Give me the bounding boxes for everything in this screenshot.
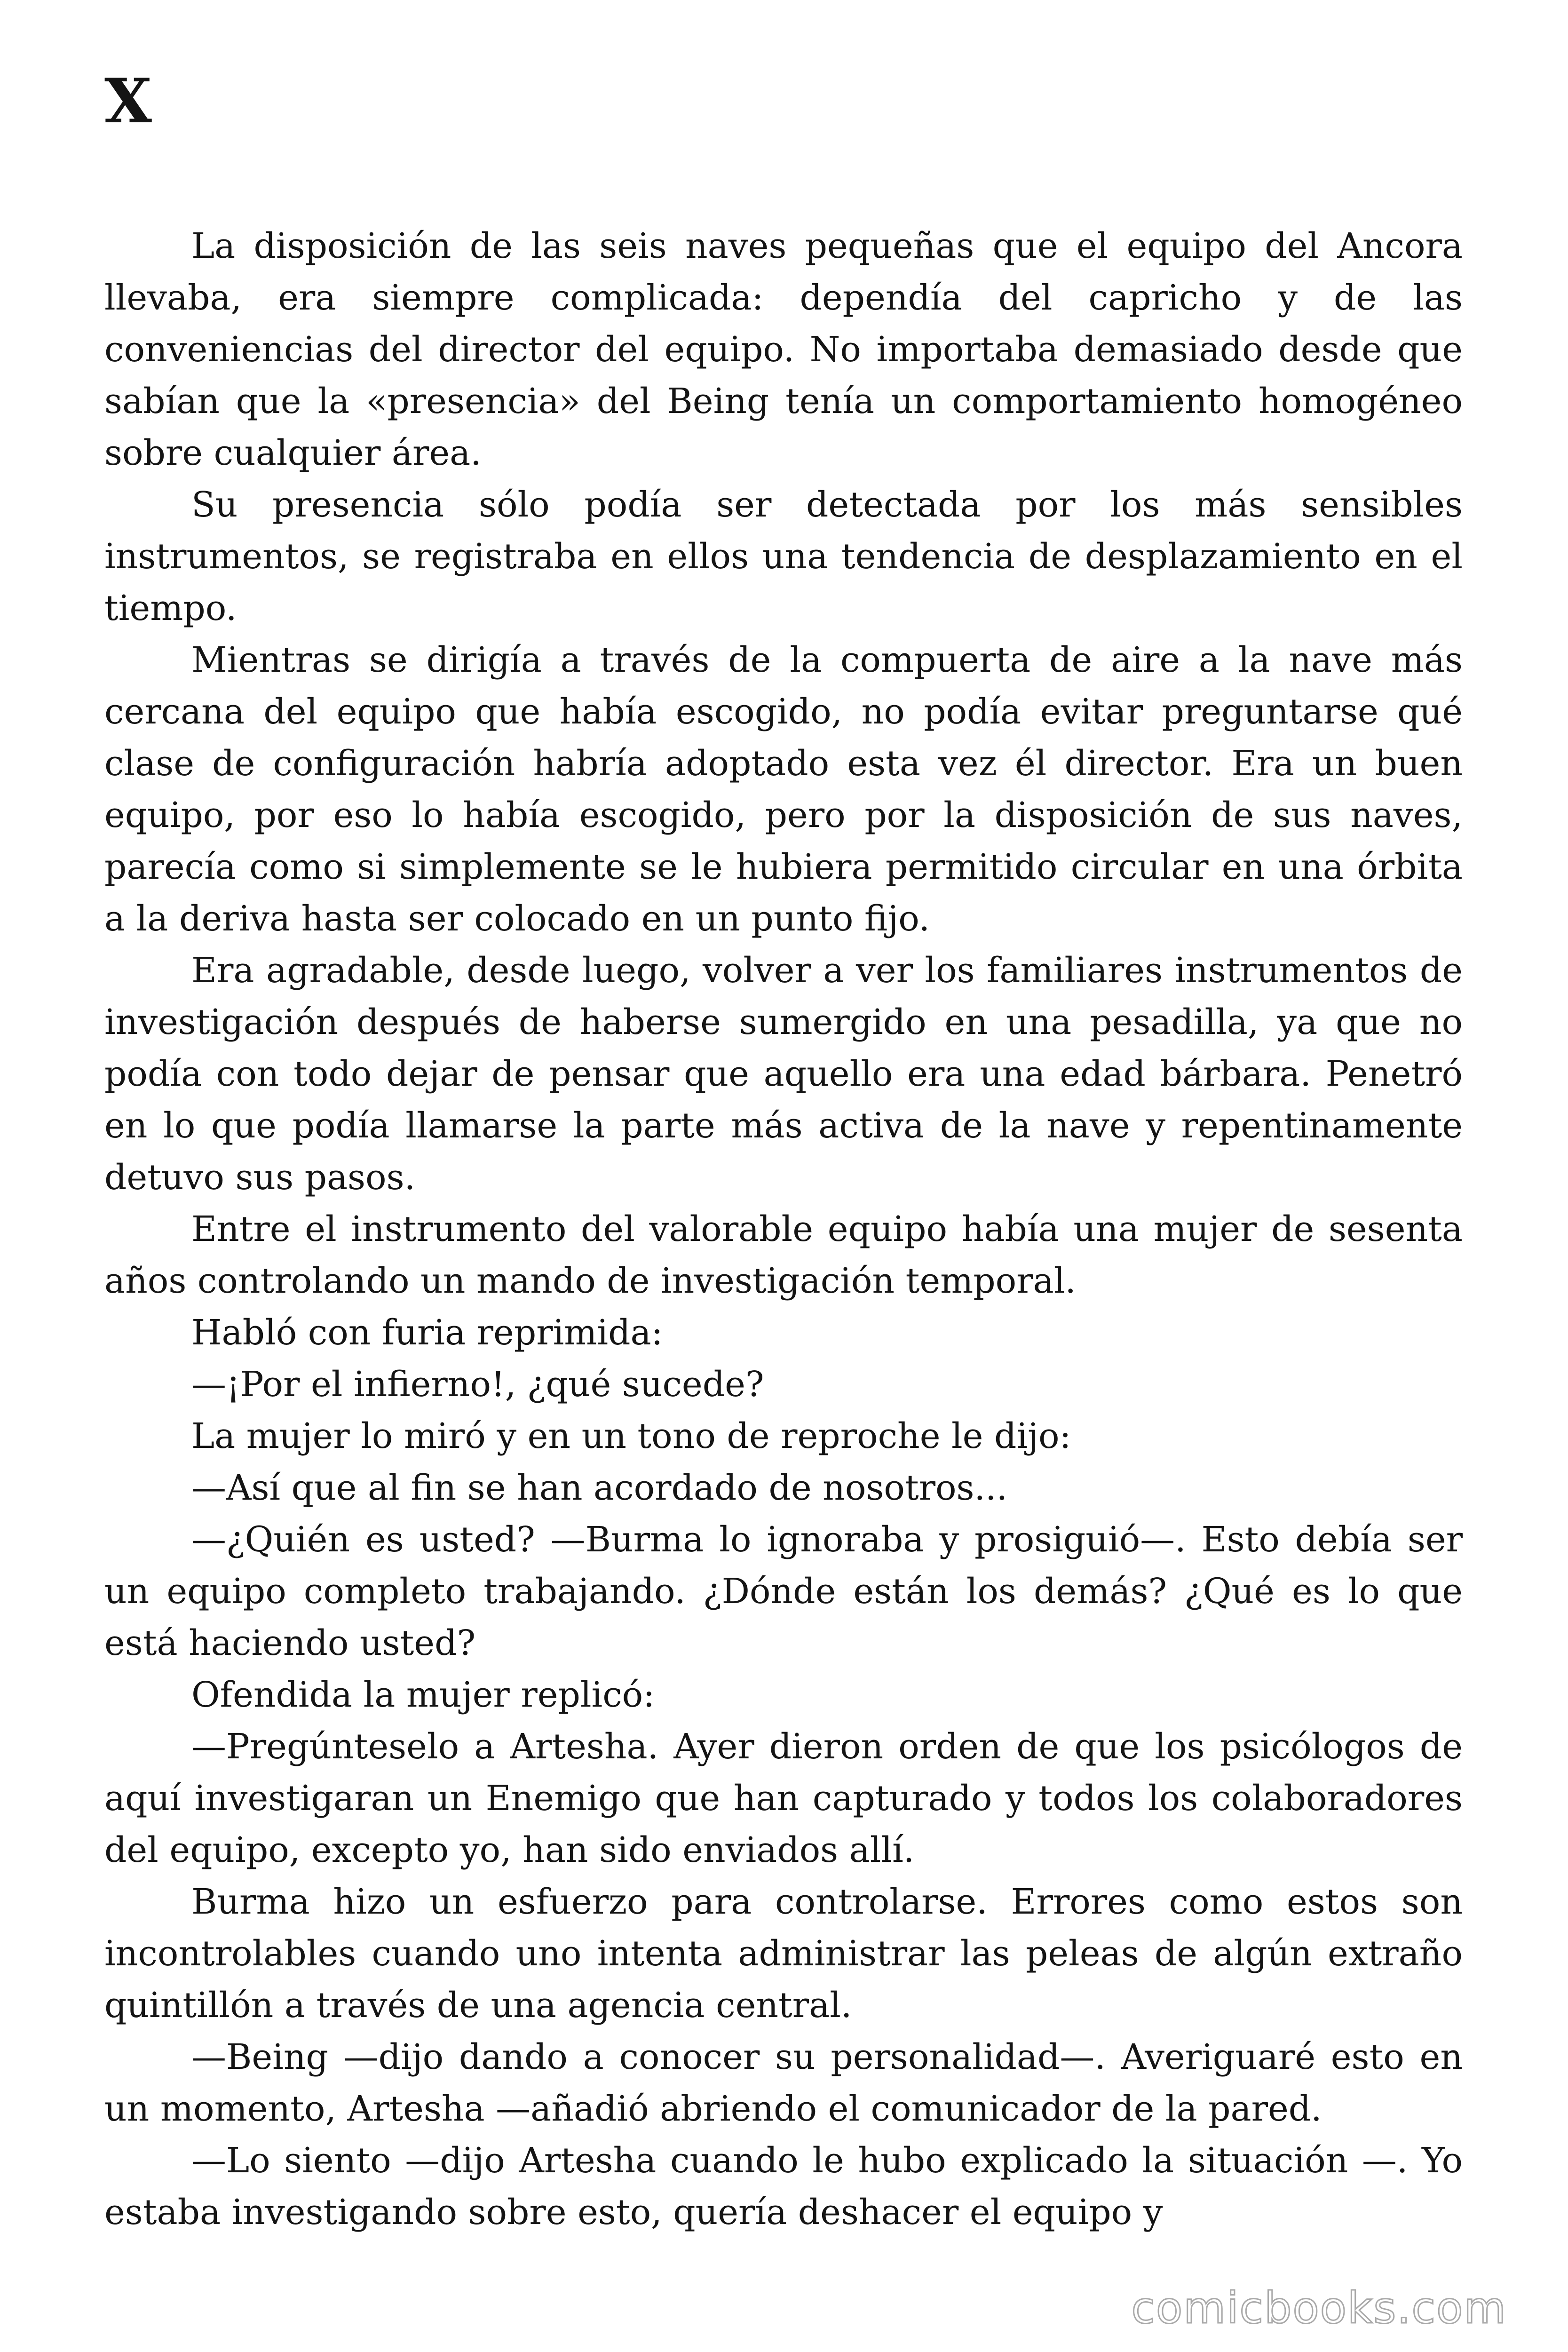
- paragraph: —Pregúnteselo a Artesha. Ayer dieron orden de que los psicólogos de aquí investigaran un Enemigo que han capturado y todos los colaboradores del equipo, excepto yo, han sido enviados allí.: [104, 1726, 1463, 1870]
- chapter-heading: X: [104, 65, 152, 137]
- paragraph: Entre el instrumento del valorable equipo había una mujer de sesenta años controlando un mando de investigación temporal.: [104, 1209, 1463, 1301]
- paragraph: Era agradable, desde luego, volver a ver los familiares instrumentos de investigación después de haberse sumergido en una pesadilla, ya que no podía con todo dejar de pensar que aquello era una edad bárbara. Penetró en lo que podía llamarse la parte más activa de la nave y repentinamente detuvo sus pasos.: [104, 950, 1463, 1198]
- paragraph: Habló con furia reprimida:: [191, 1312, 663, 1353]
- paragraph: —¡Por el infierno!, ¿qué sucede?: [191, 1364, 764, 1405]
- paragraph: Mientras se dirigía a través de la compuerta de aire a la nave más cercana del equipo que había escogido, no podía evitar preguntarse qué clase de configuración habría adoptado esta vez él director. Era un buen equipo, por eso lo había escogido, pero por la disposición de sus naves, parecía como si simplemente se le hubiera permitido circular en una órbita a la deriva hasta ser colocado en un punto fijo.: [104, 640, 1463, 939]
- paragraph: —¿Quién es usted? —Burma lo ignoraba y prosiguió—. Esto debía ser un equipo completo trabajando. ¿Dónde están los demás? ¿Qué es lo que está haciendo usted?: [104, 1519, 1463, 1663]
- paragraph: —Lo siento —dijo Artesha cuando le hubo explicado la situación —. Yo estaba investigando sobre esto, quería deshacer el equipo y: [104, 2140, 1463, 2233]
- paragraph: Su presencia sólo podía ser detectada por los más sensibles instrumentos, se registraba en ellos una tendencia de desplazamiento en el tiempo.: [104, 485, 1463, 628]
- watermark: comicbooks.com: [1131, 2283, 1507, 2333]
- paragraph: Burma hizo un esfuerzo para controlarse. Errores como estos son incontrolables cuando uno intenta administrar las peleas de algún extraño quintillón a través de una agencia central.: [104, 1882, 1463, 2026]
- paragraph: —Así que al fin se han acordado de nosotros...: [191, 1468, 1008, 1508]
- paragraph: —Being —dijo dando a conocer su personalidad—. Averiguaré esto en un momento, Artesha —añadió abriendo el comunicador de la pared.: [104, 2037, 1463, 2129]
- body-text: [104, 220, 1463, 2238]
- paragraph: La disposición de las seis naves pequeñas que el equipo del Ancora llevaba, era siempre complicada: dependía del capricho y de las conveniencias del director del equipo. No importaba demasiado desde que sabían que la «presencia» del Being tenía un comportamiento homogéneo sobre cualquier área.: [104, 226, 1463, 473]
- paragraph: Ofendida la mujer replicó:: [191, 1675, 655, 1715]
- paragraph: La mujer lo miró y en un tono de reproche le dijo:: [191, 1416, 1071, 1456]
